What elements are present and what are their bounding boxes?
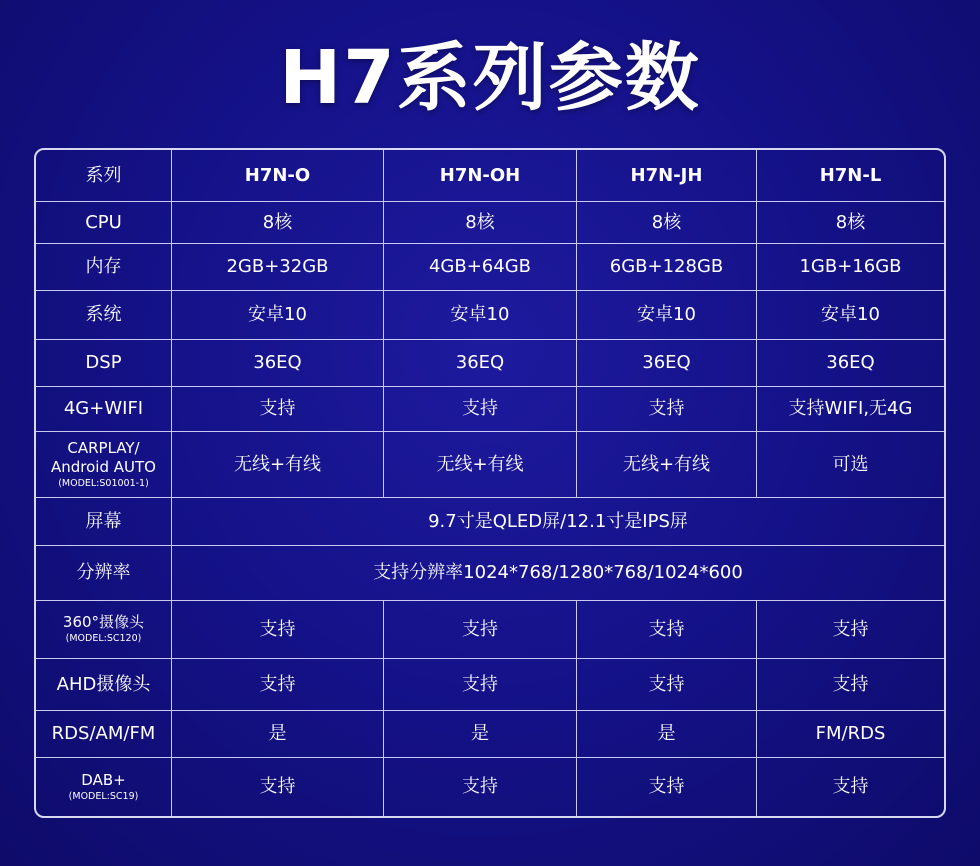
table-row-system bbox=[36, 291, 944, 340]
row-label-4g-wifi: 4G+WIFI bbox=[36, 387, 172, 432]
cell-screen-all: 9.7寸是QLED屏/12.1寸是IPS屏 bbox=[172, 498, 944, 546]
cell-system-h7n-oh: 安卓10 bbox=[384, 291, 577, 340]
page-title: H7系列参数 bbox=[279, 35, 701, 121]
cell-radio-h7n-l: FM/RDS bbox=[757, 711, 944, 758]
row-label-resolution: 分辨率 bbox=[36, 546, 172, 601]
cell-memory-h7n-jh: 6GB+128GB bbox=[577, 244, 757, 291]
table-row-ahd-camera bbox=[36, 659, 944, 711]
cell-radio-h7n-jh: 是 bbox=[577, 711, 757, 758]
row-label-ahd-camera: AHD摄像头 bbox=[36, 659, 172, 711]
row-label-dab bbox=[36, 758, 172, 816]
cell-ahd-h7n-oh: 支持 bbox=[384, 659, 577, 711]
cell-360-camera-h7n-l: 支持 bbox=[757, 601, 944, 659]
cell-ahd-h7n-jh: 支持 bbox=[577, 659, 757, 711]
table-row-resolution bbox=[36, 546, 944, 601]
model-header-h7n-o: H7N-O bbox=[172, 150, 384, 202]
cell-dab-h7n-l: 支持 bbox=[832, 776, 869, 798]
table-row-4g-wifi bbox=[36, 387, 944, 432]
cell-dab-h7n-oh: 支持 bbox=[384, 758, 577, 816]
table-row-radio bbox=[36, 711, 944, 758]
cell-360-camera-h7n-oh: 支持 bbox=[384, 601, 577, 659]
cell-radio-h7n-oh: 是 bbox=[384, 711, 577, 758]
spec-table bbox=[34, 148, 946, 818]
cell-system-h7n-l: 安卓10 bbox=[757, 291, 944, 340]
cell-carplay-h7n-oh: 无线+有线 bbox=[384, 432, 577, 498]
cell-360-camera-h7n-o: 支持 bbox=[172, 601, 384, 659]
table-row-cpu bbox=[36, 202, 944, 244]
row-label-360-camera bbox=[36, 601, 172, 659]
cell-wifi-h7n-l: 支持WIFI,无4G bbox=[757, 387, 944, 432]
cell-dsp-h7n-o: 36EQ bbox=[172, 340, 384, 387]
cell-carplay-h7n-l: 可选 bbox=[757, 432, 944, 498]
model-header-h7n-oh: H7N-OH bbox=[384, 150, 577, 202]
cell-cpu-h7n-o: 8核 bbox=[172, 202, 384, 244]
model-note-carplay: (MODEL:S01001-1) bbox=[58, 477, 149, 489]
row-label-carplay bbox=[36, 432, 172, 498]
cell-ahd-h7n-o: 支持 bbox=[172, 659, 384, 711]
row-label-dsp: DSP bbox=[36, 340, 172, 387]
cell-dab-h7n-jh: 支持 bbox=[577, 758, 757, 816]
model-note-dab: (MODEL:SC19) bbox=[68, 790, 139, 802]
cell-dsp-h7n-jh: 36EQ bbox=[577, 340, 757, 387]
row-label-screen: 屏幕 bbox=[36, 498, 172, 546]
table-row-dab bbox=[36, 758, 944, 816]
cell-wifi-h7n-o: 支持 bbox=[172, 387, 384, 432]
table-row-dsp bbox=[36, 340, 944, 387]
cell-resolution-all: 支持分辨率1024*768/1280*768/1024*600 bbox=[172, 546, 944, 601]
cell-carplay-h7n-o: 无线+有线 bbox=[172, 432, 384, 498]
cell-cpu-h7n-oh: 8核 bbox=[384, 202, 577, 244]
table-row-screen bbox=[36, 498, 944, 546]
row-label-360-camera-text: 360°摄像头 bbox=[62, 613, 145, 632]
table-row-carplay bbox=[36, 432, 944, 498]
row-label-system: 系统 bbox=[36, 291, 172, 340]
row-label-radio: RDS/AM/FM bbox=[36, 711, 172, 758]
cell-memory-h7n-oh: 4GB+64GB bbox=[384, 244, 577, 291]
table-row-memory bbox=[36, 244, 944, 291]
cell-dab-h7n-o: 支持 bbox=[172, 758, 384, 816]
cell-cpu-h7n-jh: 8核 bbox=[577, 202, 757, 244]
cell-dsp-h7n-l: 36EQ bbox=[757, 340, 944, 387]
row-label-dab-text: DAB+ bbox=[81, 770, 126, 789]
model-header-h7n-jh: H7N-JH bbox=[577, 150, 757, 202]
row-label-series: 系列 bbox=[36, 150, 172, 202]
cell-memory-h7n-o: 2GB+32GB bbox=[172, 244, 384, 291]
cell-360-camera-h7n-jh: 支持 bbox=[577, 601, 757, 659]
cell-system-h7n-jh: 安卓10 bbox=[577, 291, 757, 340]
row-label-cpu: CPU bbox=[36, 202, 172, 244]
row-label-carplay-line2: Android AUTO bbox=[51, 457, 156, 476]
cell-wifi-h7n-jh: 支持 bbox=[577, 387, 757, 432]
model-header-h7n-l: H7N-L bbox=[757, 150, 944, 202]
cell-dsp-h7n-oh: 36EQ bbox=[384, 340, 577, 387]
cell-carplay-h7n-jh: 无线+有线 bbox=[577, 432, 757, 498]
table-header-row bbox=[36, 150, 944, 202]
row-label-carplay-line1: CARPLAY/ bbox=[67, 439, 140, 458]
cell-memory-h7n-l: 1GB+16GB bbox=[757, 244, 944, 291]
cell-system-h7n-o: 安卓10 bbox=[172, 291, 384, 340]
row-label-memory: 内存 bbox=[36, 244, 172, 291]
model-note-360-camera: (MODEL:SC120) bbox=[65, 633, 142, 645]
cell-wifi-h7n-oh: 支持 bbox=[384, 387, 577, 432]
cell-ahd-h7n-l: 支持 bbox=[757, 659, 944, 711]
table-row-360-camera bbox=[36, 601, 944, 659]
cell-cpu-h7n-l: 8核 bbox=[757, 202, 944, 244]
cell-radio-h7n-o: 是 bbox=[172, 711, 384, 758]
